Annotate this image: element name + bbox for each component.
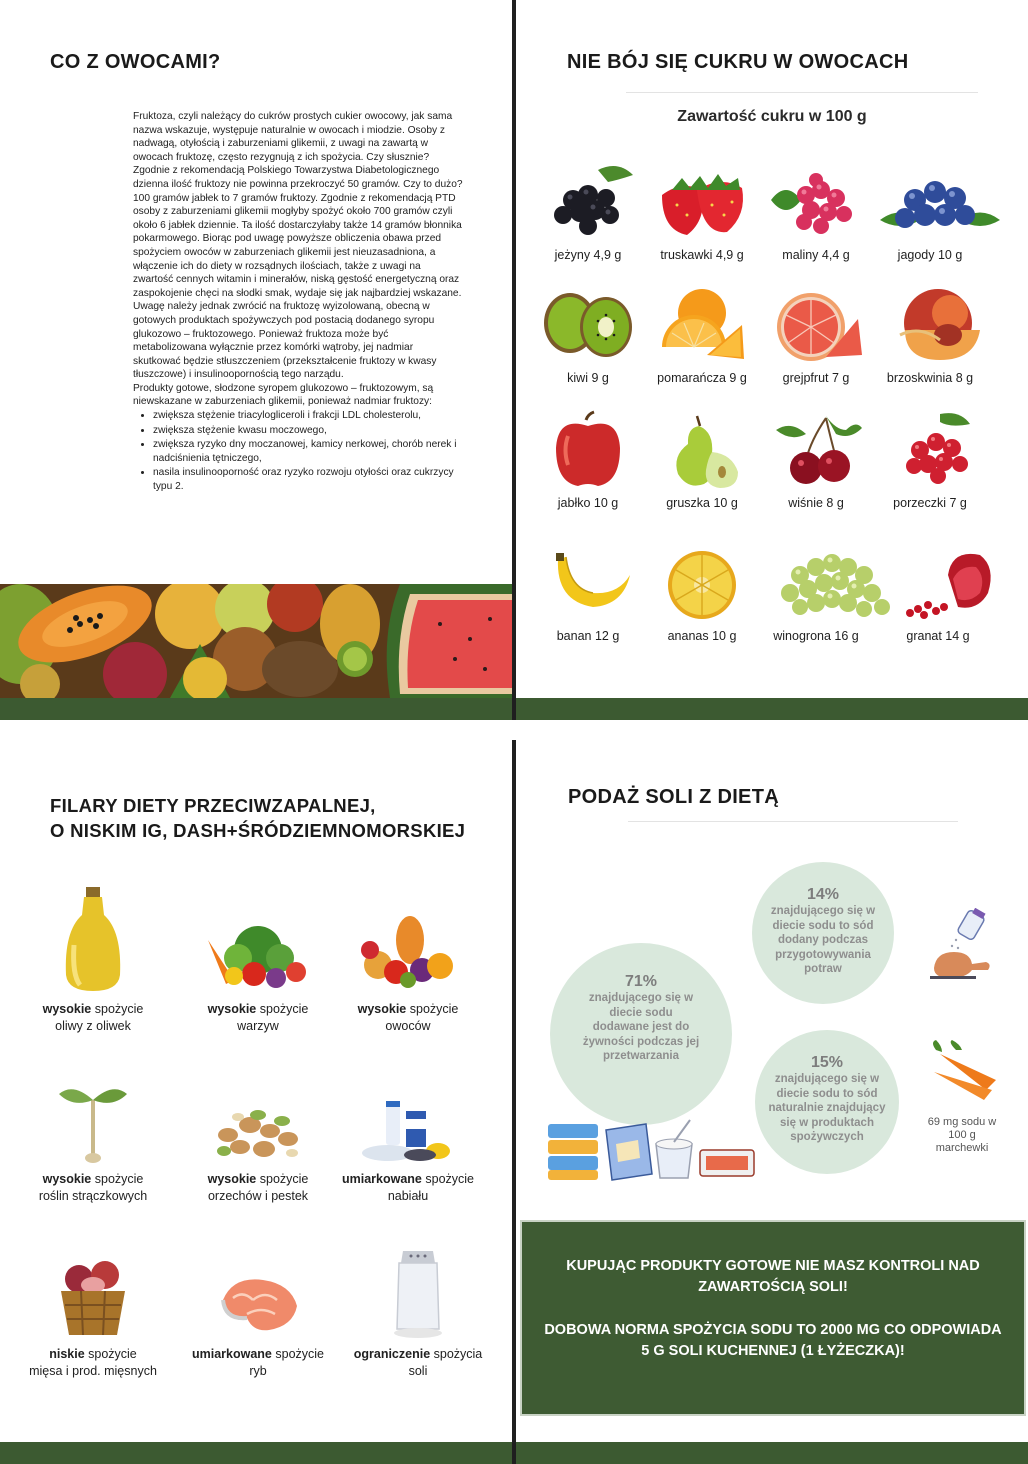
- page-fruit-intro: [0, 0, 512, 720]
- dairy-icon: [358, 1095, 458, 1165]
- salt-warning-box: [520, 1220, 1026, 1416]
- pillar-label: wysokie spożycie owoców: [357, 1002, 459, 1033]
- fruit-label: porzeczki 7 g: [893, 496, 967, 510]
- meat-basket-icon: [53, 1255, 133, 1340]
- carrot-icon: [926, 1040, 1002, 1104]
- page-fruit-sugar: [516, 0, 1028, 720]
- list-item: • zwiększa ryzyko dny moczanowej, kamicy nerkowej, chorób nerek i nadciśnienia tętniczego,: [153, 438, 463, 465]
- page-title: CO Z OWOCAMI?: [50, 51, 221, 73]
- sprout-icon: [53, 1080, 133, 1165]
- grapefruit-icon: [766, 285, 866, 365]
- raspberry-icon: [766, 160, 866, 240]
- list-item: • nasila insulinooporność oraz ryzyko rozwoju otyłości oraz cukrzycy typu 2.: [153, 466, 463, 493]
- fish-icon: [213, 1270, 303, 1340]
- fruits-icon: [348, 910, 468, 995]
- title-divider: [626, 92, 978, 93]
- fruit-label: jabłko 10 g: [557, 496, 619, 510]
- page-diet-pillars: [0, 740, 512, 1464]
- currant-icon: [880, 410, 1000, 490]
- fruit-item-grapes: [756, 545, 884, 665]
- pomegranate-icon: [888, 545, 1008, 625]
- fruit-banner-image: [0, 584, 512, 698]
- percent-value: 15%: [810, 1054, 844, 1071]
- page-footer-bar: [0, 698, 512, 720]
- list-item: • zwiększa stężenie kwasu moczowego,: [153, 424, 463, 438]
- circle-text: znajdującego się w diecie sodu to sód naturalnie znajdujący się w produktach spożywczych: [768, 1073, 886, 1143]
- pillar-label: wysokie spożycie oliwy z oliwek: [42, 1002, 144, 1033]
- circle-text: znajdującego się w diecie sodu to sód dodany podczas przygotowywania potraw: [770, 905, 876, 975]
- pineapple-icon: [652, 545, 752, 625]
- pillar-olive-oil: [13, 885, 173, 1035]
- fruit-label: granat 14 g: [906, 629, 970, 643]
- fruit-label: truskawki 4,9 g: [660, 248, 744, 262]
- fruit-label: banan 12 g: [556, 629, 620, 643]
- pillar-legumes: [13, 1080, 173, 1205]
- fruit-item-pineapple: [638, 545, 766, 665]
- chart-subtitle: Zawartość cukru w 100 g: [677, 108, 867, 125]
- page-title: [50, 793, 465, 843]
- fruit-item-pomegranate: [874, 545, 1002, 665]
- page-title: NIE BÓJ SIĘ CUKRU W OWOCACH: [567, 51, 909, 73]
- peach-icon: [880, 285, 1000, 365]
- olive-oil-icon: [58, 885, 128, 995]
- cherry-icon: [766, 410, 866, 490]
- paragraph: Uwagę należy jednak zwrócić na fruktozę wyizolowaną, obecną w gotowych produktach spożywczych pod postacią dodanego syropu glukozowo – fruktozowego. Ponieważ fruktoza może być metabolizowana wyłącznie przez komórki wątroby, jej nadmiar skutkować będzie stłuszczeniem (przekształcenie fruktozy w kwasy tłuszczowe) i insulinoopornością tego narządu.: [133, 301, 437, 381]
- fruit-label: maliny 4,4 g: [782, 248, 850, 262]
- apple-icon: [538, 410, 638, 490]
- circle-processed-sodium: [550, 943, 732, 1125]
- pillar-dairy: [328, 1095, 488, 1205]
- fruit-item-cherry: [752, 410, 880, 530]
- kiwi-icon: [538, 285, 638, 365]
- page-footer-bar: [516, 698, 1028, 720]
- page-divider-horizontal: [0, 720, 1028, 740]
- paragraph: 100 gramów jabłek to 7 gramów fruktozy. Zgodnie z rekomendacją PTD osoby z zaburzeniami glikemii mogłyby spożyć około 700 gramów czyli około 6 jabłek dziennie. Ta ilość dostarczyłaby także 14 gramów błonnika pokarmowego. Biorąc pod uwagę powyższe obliczenia obawa przed spożyciem owoców w zaburzeniach glikemii jest nieuzasadniona, a włączenie ich do diety w rozsądnych ilościach, także z uwagi na zwartość cennych witamin i minerałów, niską gęstość energetyczną oraz zaspokojenie chęci na słodki smak, wydaje się jak najbardziej wskazane.: [133, 192, 462, 299]
- orange-icon: [652, 285, 752, 365]
- fruit-label: grejpfrut 7 g: [782, 371, 850, 385]
- percent-value: 71%: [624, 973, 658, 990]
- pillar-label: ograniczenie spożycia soli: [353, 1347, 483, 1378]
- list-item: • zwiększa stężenie triacylogliceroli i frakcji LDL cholesterolu,: [153, 409, 463, 423]
- pillar-meat: [13, 1255, 173, 1380]
- fruit-item-strawberry: [638, 160, 766, 280]
- fruit-label: brzoskwinia 8 g: [886, 371, 974, 385]
- nuts-icon: [208, 1095, 308, 1165]
- fruit-item-grapefruit: [752, 285, 880, 405]
- pillar-salt: [338, 1245, 498, 1380]
- carrot-sodium-note: 69 mg sodu w 100 g marchewki: [927, 1116, 997, 1154]
- fruit-item-apple: [524, 410, 652, 530]
- paragraph: Produkty gotowe, słodzone syropem glukozowo – fruktozowym, są niewskazane w zaburzeniach glikemii, ponieważ nadmiar fruktozy:: [133, 382, 434, 408]
- fruit-label: kiwi 9 g: [567, 371, 609, 385]
- pillar-label: umiarkowane spożycie ryb: [192, 1347, 324, 1378]
- circle-natural-sodium: [755, 1030, 899, 1174]
- fruit-item-pear: [638, 410, 766, 530]
- pillar-vegetables: [178, 910, 338, 1035]
- article-text: [133, 110, 463, 495]
- circle-added-sodium: [752, 862, 894, 1004]
- pillar-label: umiarkowane spożycie nabiału: [342, 1172, 474, 1203]
- fruit-item-currant: [866, 410, 994, 530]
- fruit-item-raspberry: [752, 160, 880, 280]
- fruit-label: ananas 10 g: [667, 629, 737, 643]
- page-title-line1: FILARY DIETY PRZECIWZAPALNEJ,: [50, 795, 376, 816]
- page-title-line2: O NISKIM IG, DASH+ŚRÓDZIEMNOMORSKIEJ: [50, 820, 466, 841]
- fruit-item-peach: [866, 285, 994, 405]
- paragraph: Zgodnie z rekomendacją Polskiego Towarzystwa Diabetologicznego dzienna ilość fruktozy nie powinna przekroczyć 50 gramów. Czy to dużo?: [133, 165, 463, 190]
- percent-value: 14%: [806, 886, 840, 903]
- banana-icon: [538, 545, 638, 625]
- fruit-item-kiwi: [524, 285, 652, 405]
- fruit-label: jagody 10 g: [897, 248, 963, 262]
- fruit-label: wiśnie 8 g: [788, 496, 844, 510]
- blackberry-icon: [538, 160, 638, 240]
- fruit-label: gruszka 10 g: [666, 496, 738, 510]
- risk-list: [153, 409, 463, 494]
- page-footer-bar: [0, 1442, 512, 1464]
- pillar-fish: [178, 1270, 338, 1380]
- fruit-item-banana: [524, 545, 652, 665]
- fruit-item-blueberry: [866, 160, 994, 280]
- pillar-fruits: [328, 910, 488, 1035]
- vegetables-icon: [198, 910, 318, 995]
- warning-line2: DOBOWA NORMA SPOŻYCIA SODU TO 2000 MG CO ODPOWIADA 5 G SOLI KUCHENNEJ (1 ŁYŻECZKA)!: [544, 1322, 1002, 1359]
- page-footer-bar: [516, 1442, 1028, 1464]
- page-salt-intake: [516, 740, 1028, 1464]
- fruit-item-blackberry: [524, 160, 652, 280]
- pillar-label: wysokie spożycie orzechów i pestek: [207, 1172, 309, 1203]
- pillar-label: niskie spożycie mięsa i prod. mięsnych: [29, 1347, 157, 1378]
- fruit-label: jeżyny 4,9 g: [554, 248, 622, 262]
- paragraph: Fruktoza, czyli należący do cukrów prostych cukier owocowy, jak sama nazwa wskazuje, występuje naturalnie w owocach i miodzie. Osoby z nadwagą, otyłością i zaburzeniami glikemii, z uwagi na zawartą w owocach fruktozę, często rezygnują z ich spożycia. Czy słusznie?: [133, 111, 453, 163]
- pear-icon: [652, 410, 752, 490]
- processed-foods-icon: [542, 1114, 762, 1184]
- strawberry-icon: [652, 160, 752, 240]
- pillar-nuts: [178, 1095, 338, 1205]
- blueberry-icon: [880, 160, 1000, 240]
- fruit-label: winogrona 16 g: [773, 629, 859, 643]
- fruit-item-orange: [638, 285, 766, 405]
- circle-text: znajdującego się w diecie sodu dodawane jest do żywności podczas jej przetwarzania: [582, 992, 700, 1062]
- pillar-label: wysokie spożycie warzyw: [207, 1002, 309, 1033]
- page-title: PODAŻ SOLI Z DIETĄ: [568, 786, 779, 808]
- salt-shaker-icon: [383, 1245, 453, 1340]
- salting-chicken-icon: [928, 908, 998, 984]
- title-divider: [628, 821, 958, 822]
- fruit-label: pomarańcza 9 g: [657, 371, 747, 385]
- pillar-label: wysokie spożycie roślin strączkowych: [38, 1172, 148, 1203]
- warning-line1: KUPUJĄC PRODUKTY GOTOWE NIE MASZ KONTROLI NAD ZAWARTOŚCIĄ SOLI!: [566, 1258, 980, 1295]
